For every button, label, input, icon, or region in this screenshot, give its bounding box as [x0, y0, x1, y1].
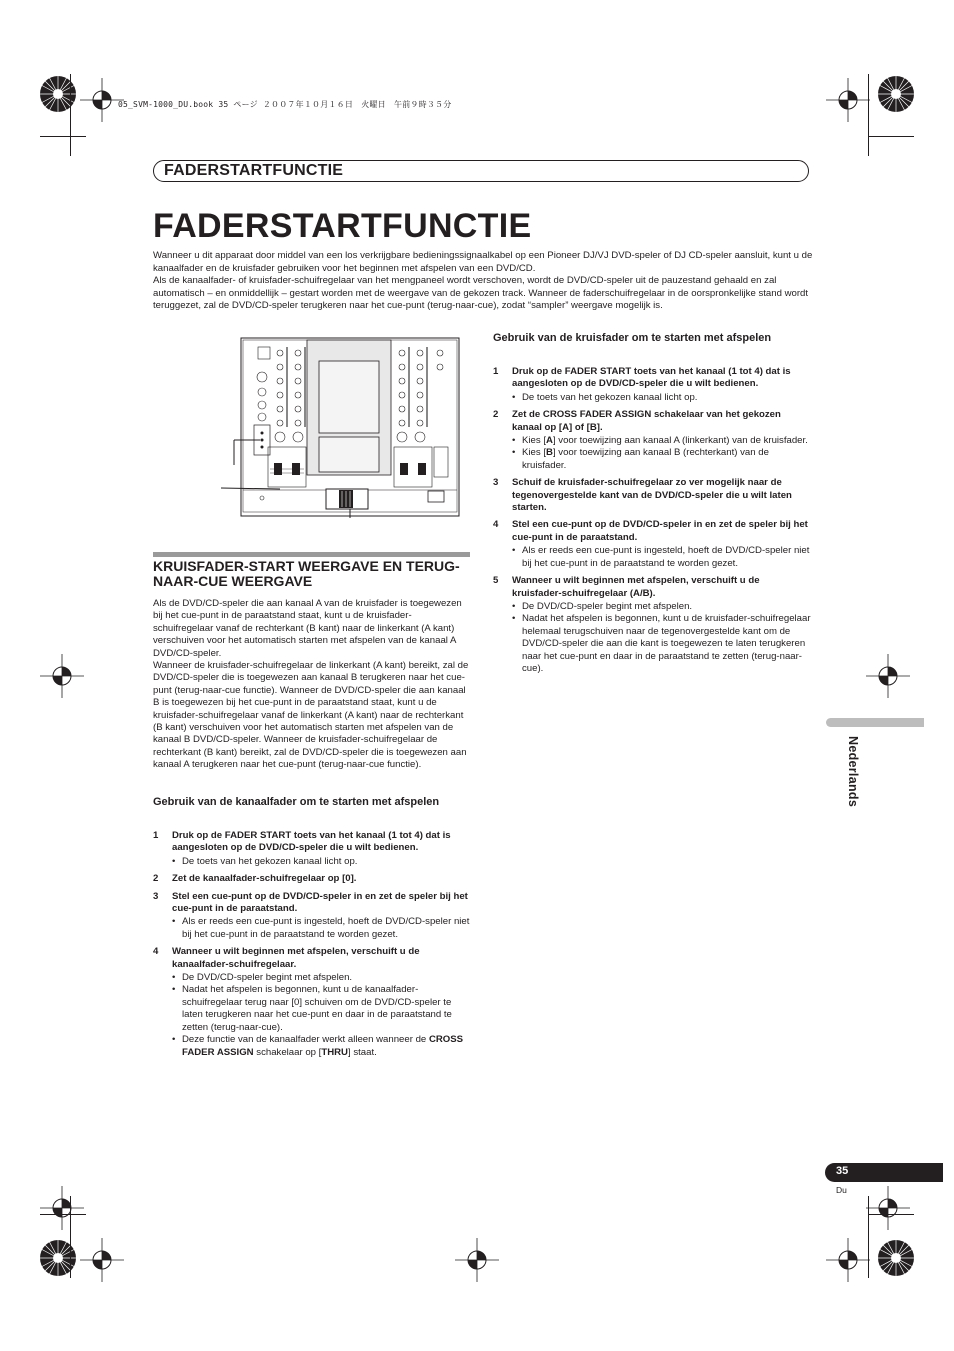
step: 1 Druk op de FADER START toets van het kanaal (1 tot 4) dat is aangesloten op de DVD/CD-speler die u wilt bedienen.	[493, 366, 791, 390]
bullet-item: • Nadat het afspelen is begonnen, kunt u de kanaalfader-schuifregelaar terug naar [0] schuiven om de DVD/CD-speler te laten terugkeren naar het cue-punt en daar in de paraatstand te zetten (terug-naar-cue).	[172, 984, 452, 1033]
trim-line	[70, 1196, 71, 1278]
crosshair-mark	[40, 1186, 84, 1230]
trim-line	[40, 136, 86, 137]
crosshair-mark	[866, 1186, 910, 1230]
intro-paragraph: Als de kanaalfader- of kruisfader-schuifregelaar van het mengpaneel wordt verschoven, wordt de DVD/CD-speler uit de pauzestand gehaald en zal automatisch – en onmiddellijk – gestart worden met de weergave van de gekozen track. Wanneer de faderschuifregelaar in de oorspronkelijke stand wordt teruggezet, zal de DVD/CD-speler terugkeren naar het cue-punt (terug-naar-cue), zodat “sampler” weergave mogelijk is.	[153, 275, 809, 312]
trim-line	[868, 1214, 914, 1215]
channel-fader-heading: Gebruik van de kanaalfader om te starten met afspelen	[153, 796, 440, 808]
cross-fader-steps	[493, 366, 811, 680]
bullet-item: • Als er reeds een cue-punt is ingesteld, hoeft de DVD/CD-speler niet bij het cue-punt in de paraatstand te worden gezet.	[512, 545, 810, 569]
intro-paragraph: Wanneer u dit apparaat door middel van een los verkrijgbare bedieningssignaalkabel op een Pioneer DJ/VJ DVD-speler of DJ CD-speler aansluit, kunt u de kanaalfader en de kruisfader gebruiken voor het beginnen met afspelen van een DVD/CD.	[153, 250, 813, 274]
crosshair-mark	[455, 1238, 499, 1282]
trim-line	[868, 1196, 869, 1278]
section-paragraph: Wanneer de kruisfader-schuifregelaar de linkerkant (A kant) bereikt, zal de DVD/CD-speler die is toegewezen aan kanaal B terugkeren naar het cue-punt (terug-naar-cue functie). Wanneer de DVD/CD-speler die aan kanaal B is toegewezen bij het cue-punt in de paraatstand staat, kunt u de kruisfader-schuifregelaar vanaf de linkerkant (A kant) naar de rechterkant (B kant) verschuiven voor het automatisch starten met afspelen van de kanaal B DVD/CD-speler. Wanneer de kruisfader-schuifregelaar de rechterkant (B kant) bereikt, zal de DVD/CD-speler die is toegewezen aan kanaal A terugkeren naar het cue-punt (terug-naar-cue functie).	[153, 660, 469, 771]
bullet-item: • Kies [A] voor toewijzing aan kanaal A (linkerkant) van de kruisfader.	[512, 435, 808, 447]
registration-mark-bottom-right	[876, 1238, 916, 1278]
registration-mark-top-right	[876, 74, 916, 114]
step: 5 Wanneer u wilt beginnen met afspelen, verschuift u de kruisfader-schuifregelaar (A/B).	[493, 575, 760, 599]
bullet-item: • Nadat het afspelen is begonnen, kunt u de kruisfader-schuifregelaar helemaal terugschuiven naar de tegenovergestelde kant om de DVD/CD-speler die aan die kant is toegewezen te laten terugkeren naar het cue-punt en daar in de paraatstand te zetten (terug-naar-cue).	[512, 613, 811, 674]
page-title: FADERSTARTFUNCTIE	[153, 207, 532, 245]
file-header: 05_SVM-1000_DU.book 35 ページ ２００７年１０月１６日 火曜日 午前９時３５分	[118, 100, 452, 109]
registration-mark-top-left	[38, 74, 78, 114]
trim-line	[70, 74, 71, 156]
chapter-title: FADERSTARTFUNCTIE	[164, 162, 344, 179]
bullet-item: • De toets van het gekozen kanaal licht op.	[512, 391, 698, 403]
step: 4 Wanneer u wilt beginnen met afspelen, verschuift u de kanaalfader-schuifregelaar.	[153, 946, 420, 970]
channel-fader-steps	[153, 830, 471, 1064]
section-body	[153, 598, 471, 772]
bullet-item: • Als er reeds een cue-punt is ingesteld, hoeft de DVD/CD-speler niet bij het cue-punt in de paraatstand te worden gezet.	[172, 916, 470, 940]
trim-line	[868, 136, 914, 137]
page-number: 35	[836, 1165, 849, 1177]
language-tab	[826, 718, 924, 727]
trim-line	[40, 1214, 86, 1215]
crosshair-mark	[826, 78, 870, 122]
section-title: KRUISFADER-START WEERGAVE EN TERUG-NAAR-CUE WEERGAVE	[153, 558, 460, 589]
crosshair-mark	[826, 1238, 870, 1282]
registration-mark-bottom-left	[38, 1238, 78, 1278]
mixer-illustration	[220, 337, 460, 520]
crosshair-mark	[80, 1238, 124, 1282]
step: 3 Stel een cue-punt op de DVD/CD-speler in en zet de speler bij het cue-punt in de paraatstand.	[153, 890, 468, 915]
cross-fader-heading: Gebruik van de kruisfader om te starten met afspelen	[493, 332, 772, 344]
step: 3 Schuif de kruisfader-schuifregelaar zo ver mogelijk naar de tegenovergestelde kant van de DVD/CD-speler die u wilt laten starten.	[493, 477, 792, 514]
step: 1 Druk op de FADER START toets van het kanaal (1 tot 4) dat is aangesloten op de DVD/CD-speler die u wilt bedienen.	[153, 830, 451, 854]
bullet-item: • Kies [B] voor toewijzing aan kanaal B (rechterkant) van de kruisfader.	[512, 447, 769, 471]
language-label: Nederlands	[846, 736, 860, 808]
trim-line	[868, 74, 869, 156]
crosshair-mark	[40, 654, 84, 698]
step: 4 Stel een cue-punt op de DVD/CD-speler in en zet de speler bij het cue-punt in de paraatstand.	[493, 519, 808, 543]
section-rule	[153, 552, 470, 557]
step: 2 Zet de CROSS FADER ASSIGN schakelaar van het gekozen kanaal op [A] of [B].	[493, 409, 781, 433]
bullet-item: • Deze functie van de kanaalfader werkt alleen wanneer de CROSS FADER ASSIGN schakelaar op [THRU] staat.	[172, 1034, 464, 1058]
bullet-item: • De toets van het gekozen kanaal licht op.	[172, 855, 358, 867]
chapter-header-bar	[153, 160, 809, 182]
page-language-code: Du	[836, 1185, 847, 1195]
intro-text	[153, 250, 813, 313]
section-paragraph: Als de DVD/CD-speler die aan kanaal A van de kruisfader is toegewezen bij het cue-punt in de paraatstand staat, kunt u de kruisfader-schuifregelaar vanaf de rechterkant (B kant) naar de linkerkant (A kant) verschuiven voor het automatisch starten met afspelen van de kanaal A DVD/CD-speler.	[153, 598, 462, 659]
bullet-item: • De DVD/CD-speler begint met afspelen.	[512, 600, 693, 612]
crosshair-mark	[866, 654, 910, 698]
step: 2 Zet de kanaalfader-schuifregelaar op [0].	[153, 873, 357, 885]
bullet-item: • De DVD/CD-speler begint met afspelen.	[172, 972, 353, 984]
